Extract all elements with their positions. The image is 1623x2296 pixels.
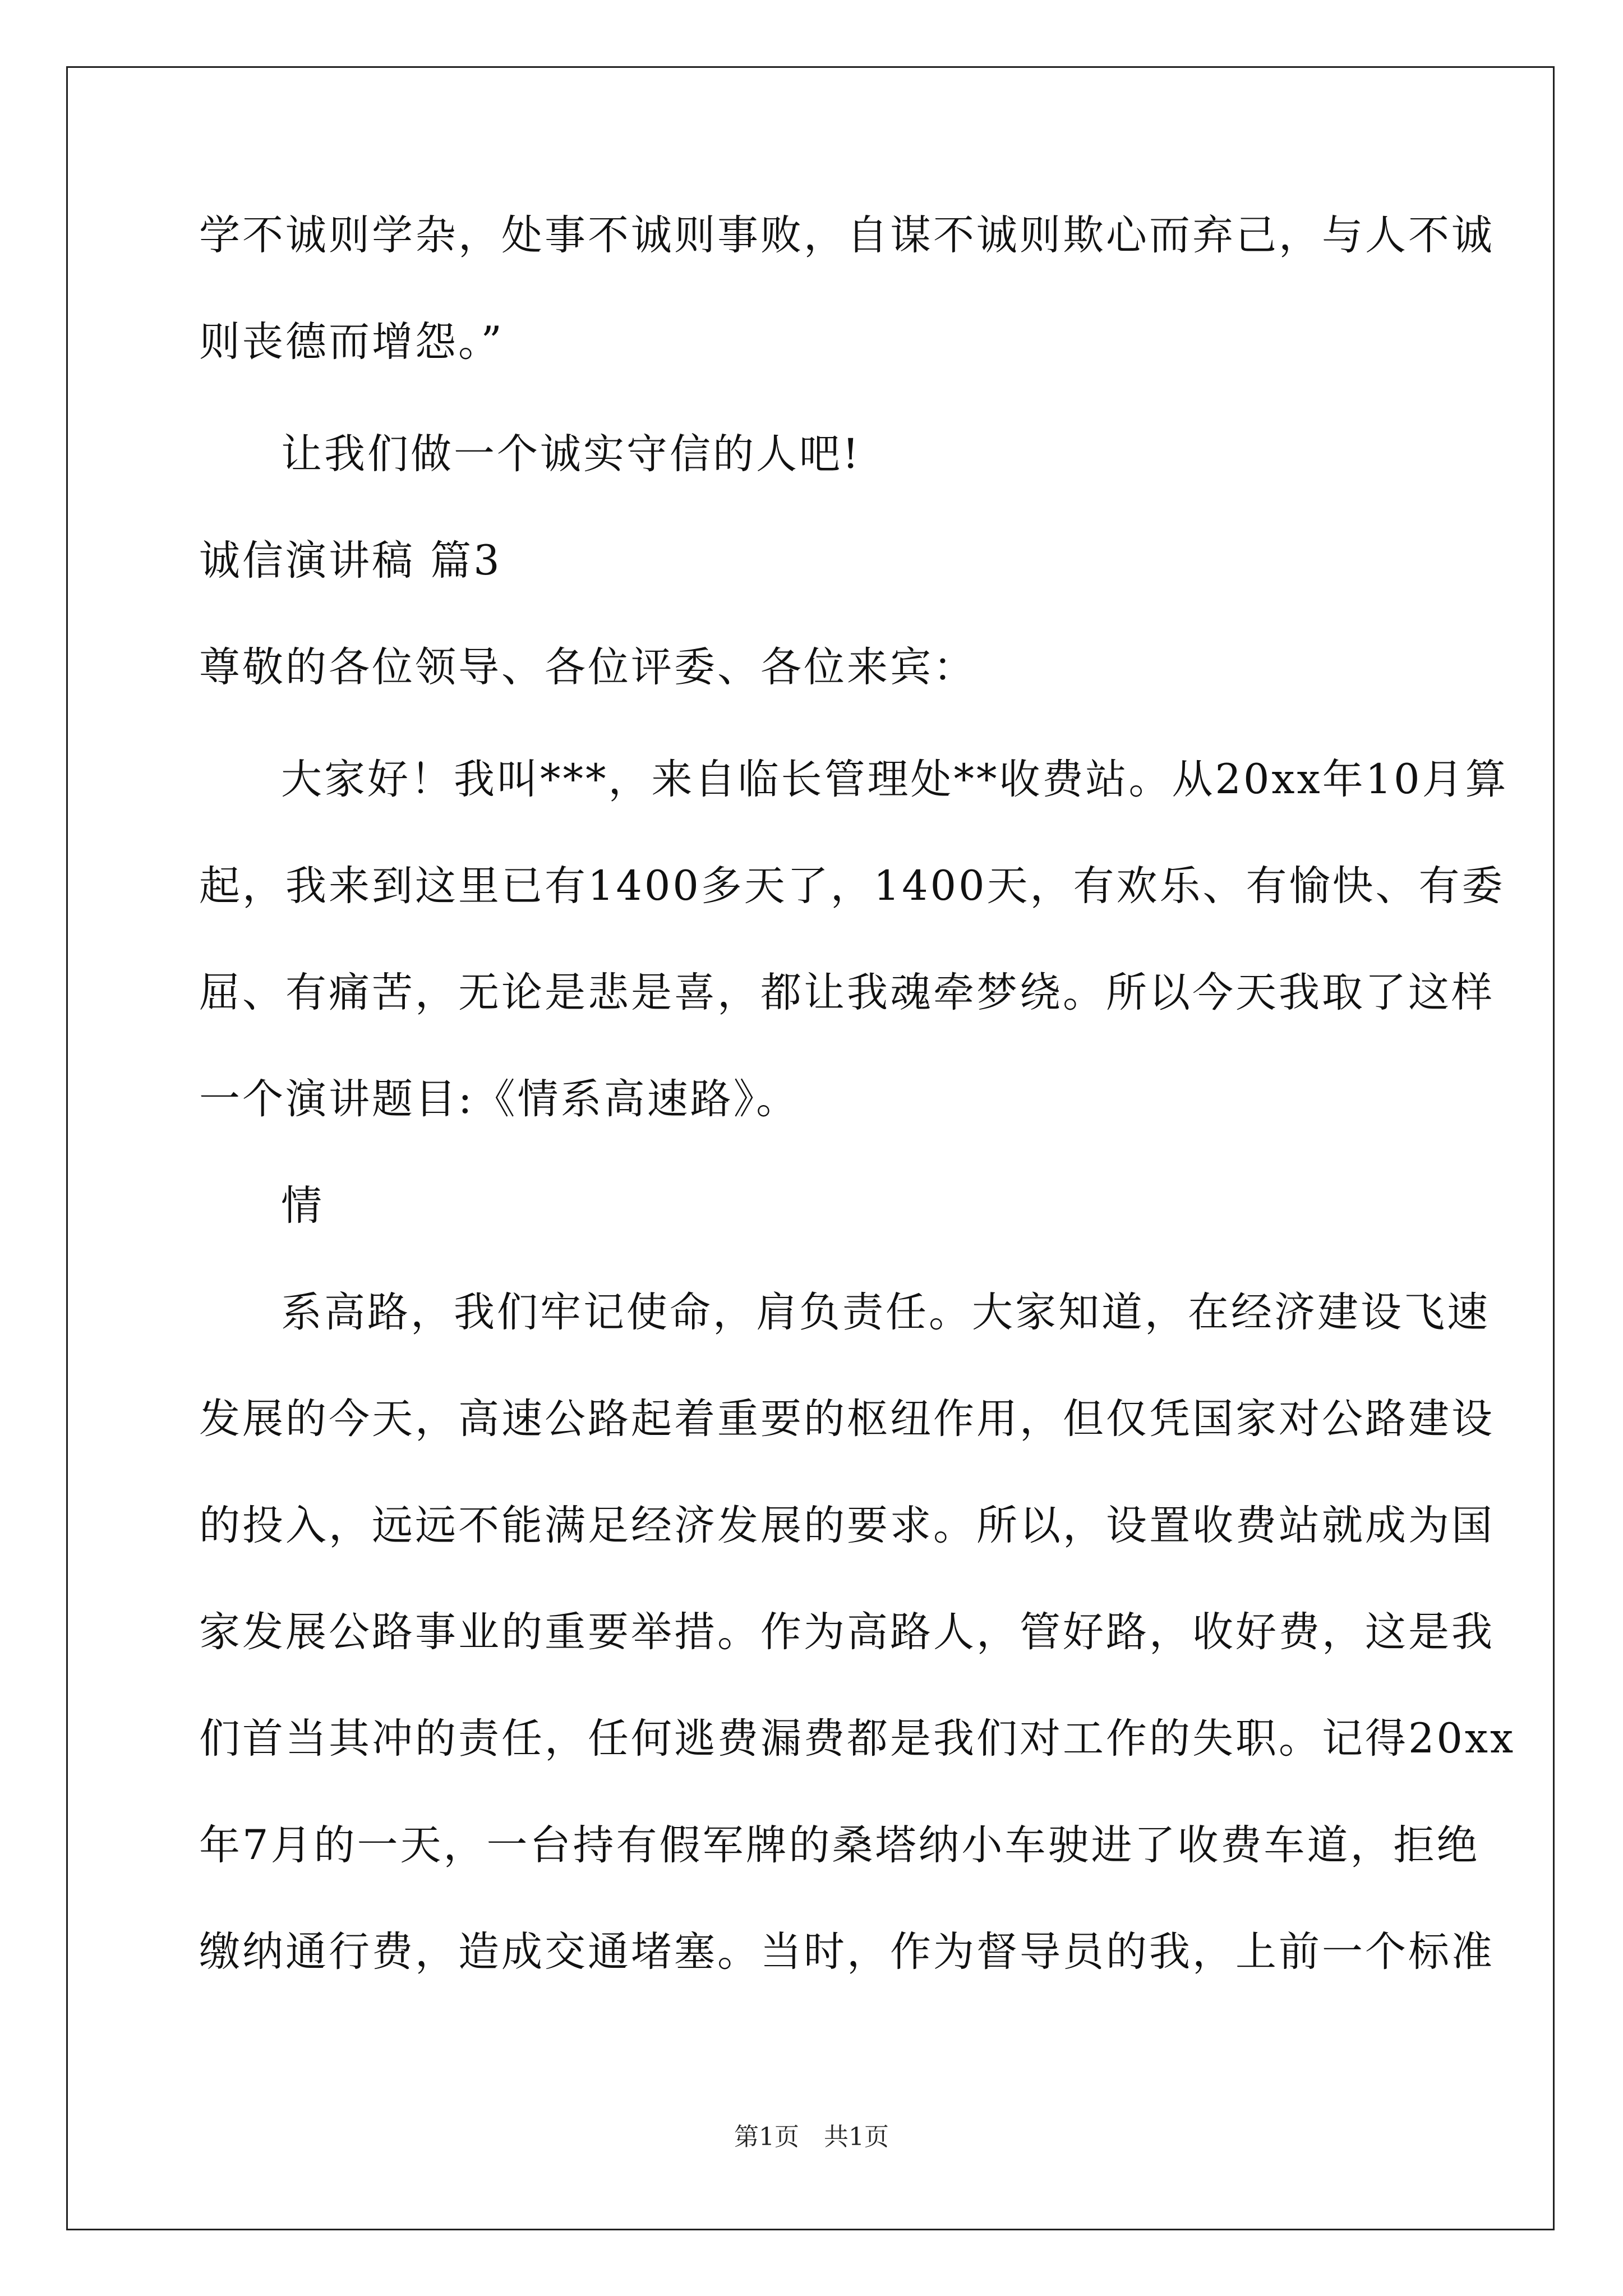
page-border: [66, 66, 1555, 2230]
text-line: 一个演讲题目:《情系高速路》。: [199, 1075, 800, 1123]
text-line: 发展的今天，高速公路起着重要的枢纽作用，但仅凭国家对公路建设: [199, 1395, 1495, 1443]
section-heading: 诚信演讲稿 篇3: [199, 537, 502, 585]
text-line: 让我们做一个诚实守信的人吧!: [281, 430, 861, 478]
text-line: 则丧德而增怨。”: [199, 318, 504, 366]
text-line: 屈、有痛苦，无论是悲是喜，都让我魂牵梦绕。所以今天我取了这样: [199, 969, 1495, 1016]
text-line: 家发展公路事业的重要举措。作为高路人，管好路，收好费，这是我: [199, 1608, 1495, 1656]
text-line: 情: [281, 1182, 324, 1230]
text-line: 大家好！我叫***，来自临长管理处**收费站。从20xx年10月算: [281, 756, 1509, 803]
text-line: 的投入，远远不能满足经济发展的要求。所以，设置收费站就成为国: [199, 1502, 1495, 1549]
text-line: 们首当其冲的责任，任何逃费漏费都是我们对工作的失职。记得20xx: [199, 1715, 1516, 1763]
text-line: 学不诚则学杂，处事不诚则事败，自谋不诚则欺心而弃己，与人不诚: [199, 211, 1495, 259]
text-line: 系高路，我们牢记使命，肩负责任。大家知道，在经济建设飞速: [281, 1289, 1490, 1336]
salutation: 尊敬的各位领导、各位评委、各位来宾：: [199, 643, 976, 691]
text-line: 缴纳通行费，造成交通堵塞。当时，作为督导员的我，上前一个标准: [199, 1928, 1495, 1976]
text-line: 起，我来到这里已有1400多天了，1400天，有欢乐、有愉快、有委: [199, 862, 1505, 910]
page-number-footer: 第1页 共1页: [734, 2123, 889, 2151]
text-line: 年7月的一天，一台持有假军牌的桑塔纳小车驶进了收费车道，拒绝: [199, 1821, 1480, 1869]
